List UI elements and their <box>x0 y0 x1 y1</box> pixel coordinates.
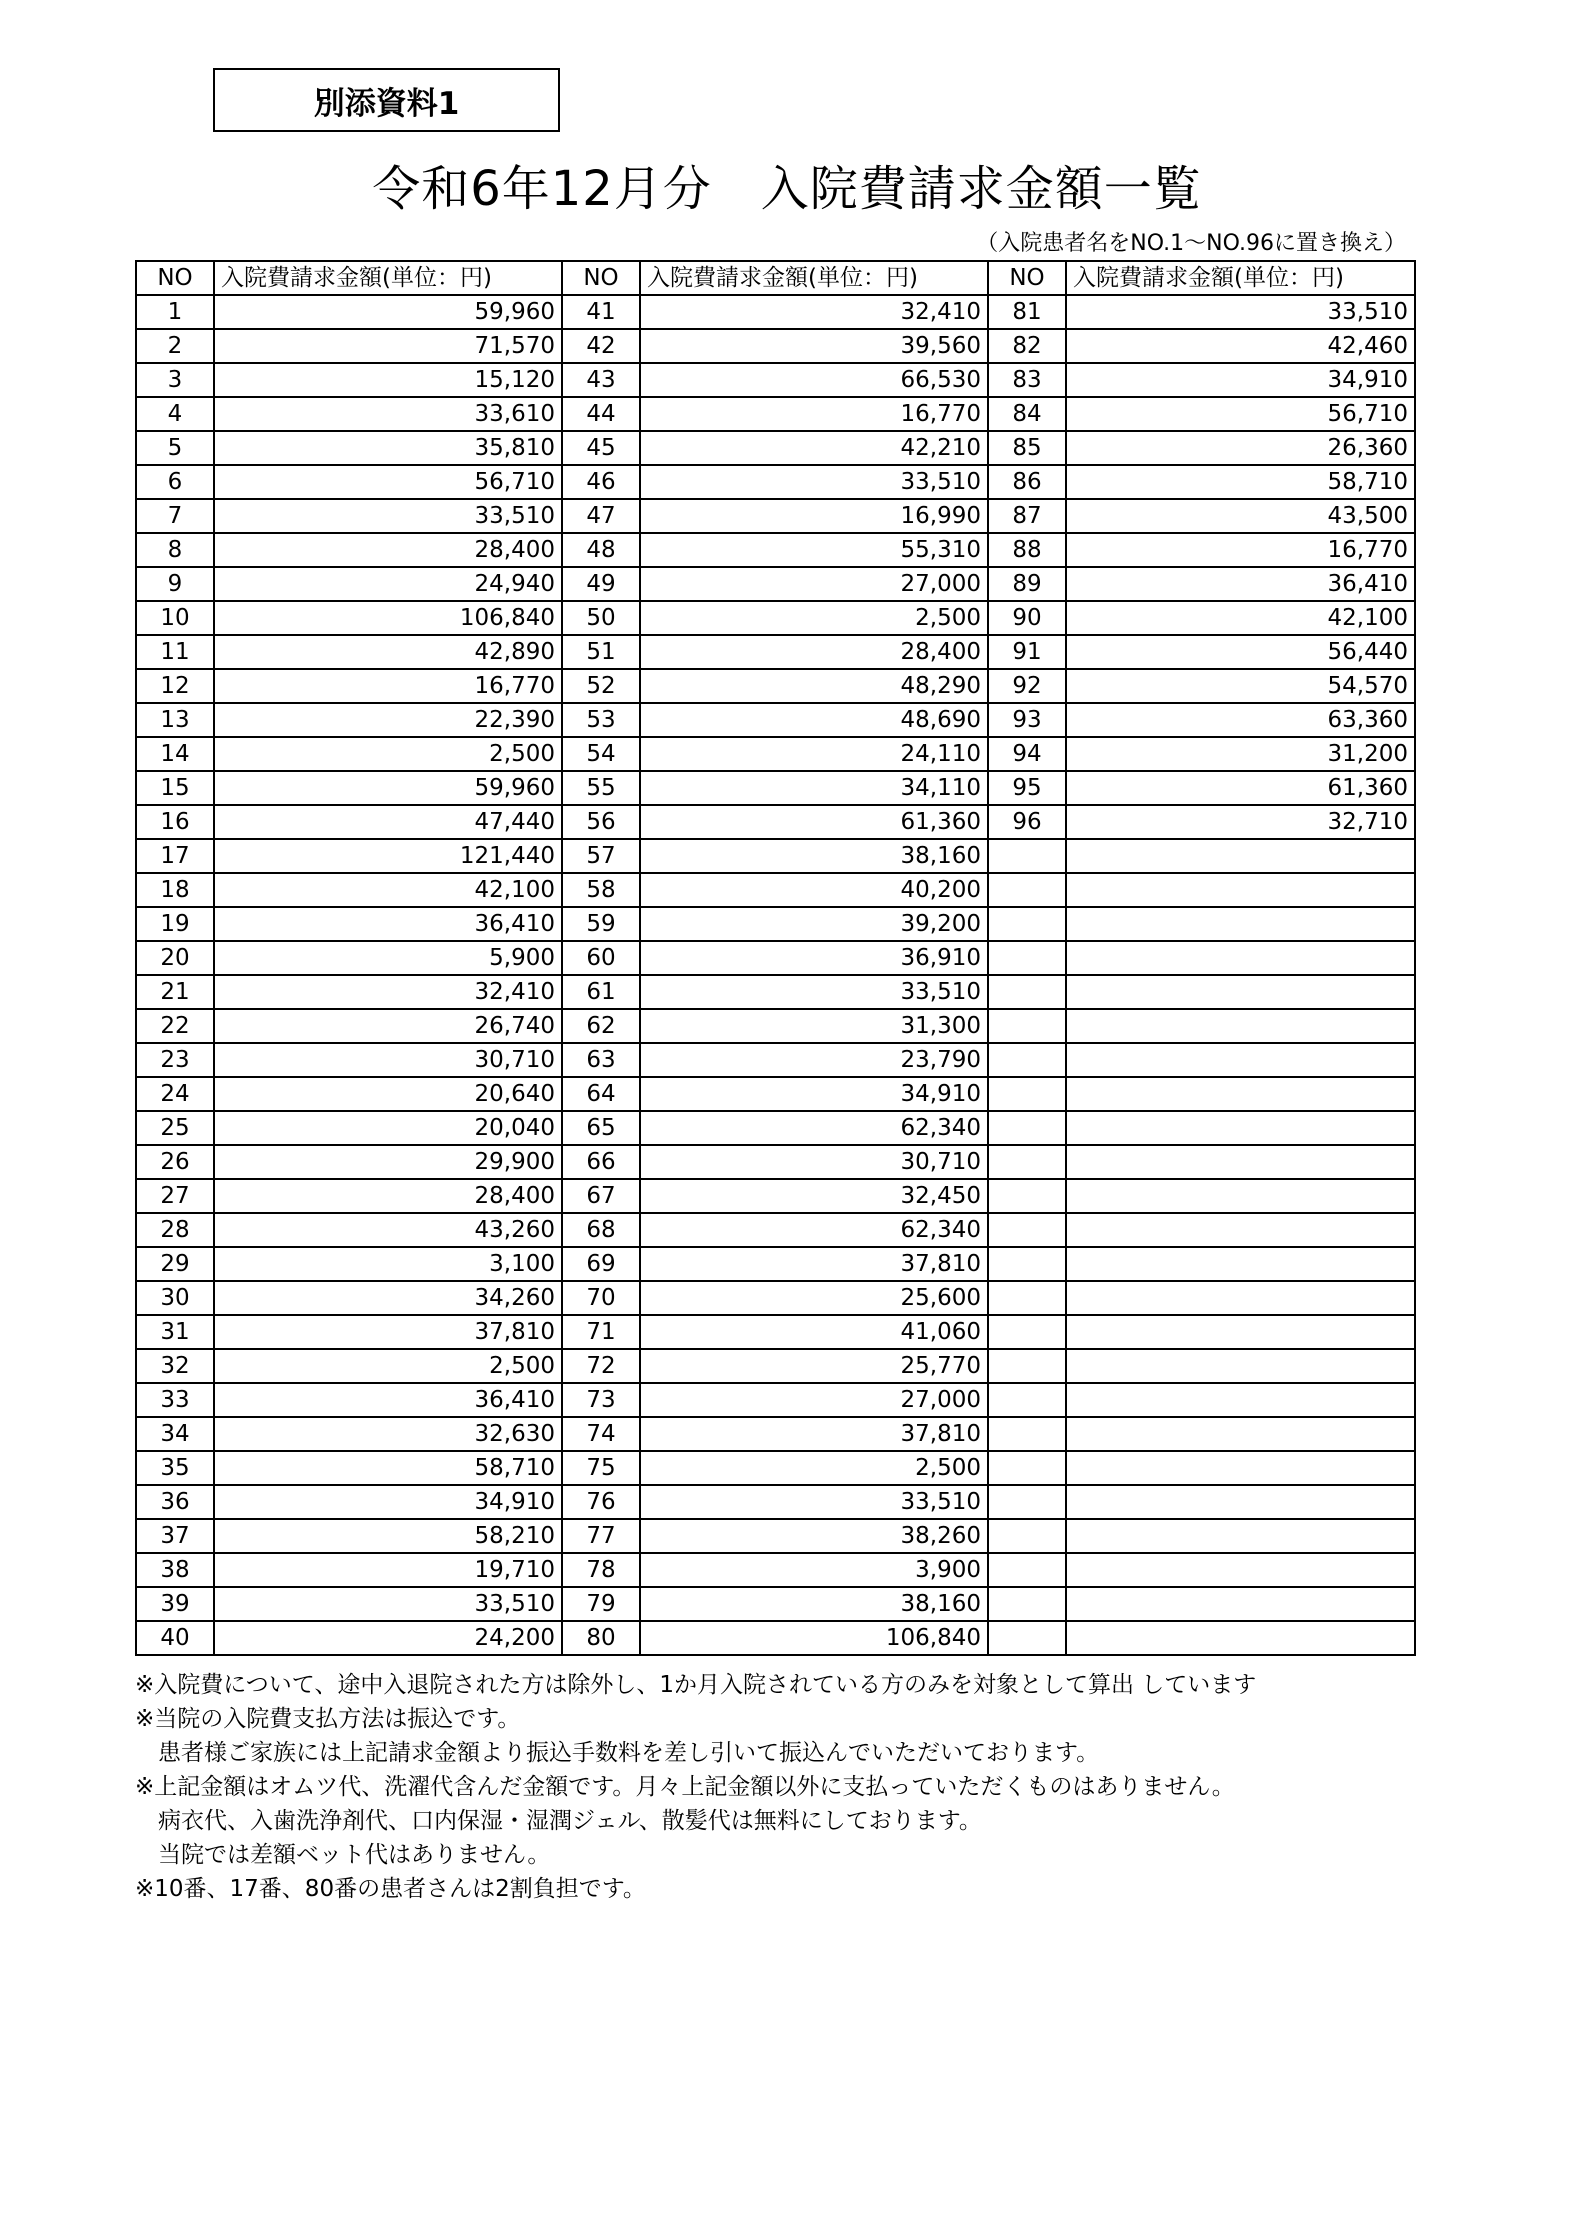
patient-no: 54 <box>562 737 640 771</box>
billing-amount <box>1066 1417 1415 1451</box>
table-row <box>136 567 1415 601</box>
table-row <box>136 1179 1415 1213</box>
billing-amount: 31,200 <box>1066 737 1415 771</box>
patient-no: 90 <box>988 601 1066 635</box>
table-row <box>136 635 1415 669</box>
table-row <box>136 669 1415 703</box>
patient-no: 55 <box>562 771 640 805</box>
patient-no: 56 <box>562 805 640 839</box>
billing-amount: 56,710 <box>214 465 562 499</box>
billing-amount: 36,410 <box>1066 567 1415 601</box>
table-row <box>136 431 1415 465</box>
billing-amount: 106,840 <box>640 1621 988 1655</box>
patient-no: 94 <box>988 737 1066 771</box>
billing-amount: 66,530 <box>640 363 988 397</box>
billing-table <box>135 260 1416 1656</box>
patient-no: 35 <box>136 1451 214 1485</box>
billing-amount: 33,510 <box>1066 295 1415 329</box>
billing-amount <box>1066 1451 1415 1485</box>
billing-amount: 20,040 <box>214 1111 562 1145</box>
billing-amount: 33,510 <box>640 1485 988 1519</box>
patient-no <box>988 1213 1066 1247</box>
billing-amount <box>1066 1077 1415 1111</box>
billing-amount: 34,260 <box>214 1281 562 1315</box>
billing-amount: 28,400 <box>214 533 562 567</box>
billing-amount <box>1066 1009 1415 1043</box>
billing-amount: 58,710 <box>1066 465 1415 499</box>
billing-amount: 2,500 <box>640 1451 988 1485</box>
billing-amount: 5,900 <box>214 941 562 975</box>
patient-no: 48 <box>562 533 640 567</box>
billing-amount: 27,000 <box>640 567 988 601</box>
billing-amount: 34,910 <box>640 1077 988 1111</box>
patient-no <box>988 1077 1066 1111</box>
patient-no <box>988 1315 1066 1349</box>
patient-no: 27 <box>136 1179 214 1213</box>
billing-amount: 38,160 <box>640 1587 988 1621</box>
table-row <box>136 873 1415 907</box>
billing-amount: 25,600 <box>640 1281 988 1315</box>
table-row <box>136 1247 1415 1281</box>
billing-amount: 71,570 <box>214 329 562 363</box>
header-no: NO <box>136 261 214 295</box>
patient-no: 65 <box>562 1111 640 1145</box>
patient-no: 93 <box>988 703 1066 737</box>
table-row <box>136 397 1415 431</box>
patient-no: 30 <box>136 1281 214 1315</box>
billing-amount <box>1066 1281 1415 1315</box>
patient-no: 9 <box>136 567 214 601</box>
footnote: ※上記金額はオムツ代、洗濯代含んだ金額です。月々上記金額以外に支払っていただくものはありません。 <box>135 1774 1235 1800</box>
billing-amount: 58,210 <box>214 1519 562 1553</box>
billing-amount: 34,910 <box>1066 363 1415 397</box>
patient-no: 49 <box>562 567 640 601</box>
patient-no: 79 <box>562 1587 640 1621</box>
patient-no: 37 <box>136 1519 214 1553</box>
footnote: 病衣代、入歯洗浄剤代、口内保湿・湿潤ジェル、散髪代は無料にしております。 <box>135 1808 982 1834</box>
table-row <box>136 975 1415 1009</box>
patient-no: 59 <box>562 907 640 941</box>
billing-amount: 37,810 <box>214 1315 562 1349</box>
patient-no: 73 <box>562 1383 640 1417</box>
billing-amount: 33,510 <box>640 465 988 499</box>
billing-amount: 34,110 <box>640 771 988 805</box>
billing-amount: 41,060 <box>640 1315 988 1349</box>
header-no: NO <box>988 261 1066 295</box>
patient-no: 40 <box>136 1621 214 1655</box>
patient-no: 89 <box>988 567 1066 601</box>
table-row <box>136 499 1415 533</box>
table-row <box>136 737 1415 771</box>
table-row <box>136 907 1415 941</box>
patient-no: 81 <box>988 295 1066 329</box>
billing-amount: 42,100 <box>1066 601 1415 635</box>
billing-amount: 24,940 <box>214 567 562 601</box>
footnote: ※10番、17番、80番の患者さんは2割負担です。 <box>135 1876 646 1902</box>
patient-no: 76 <box>562 1485 640 1519</box>
billing-amount: 16,770 <box>214 669 562 703</box>
footnote: 患者様ご家族には上記請求金額より振込手数料を差し引いて振込んでいただいております。 <box>135 1740 1100 1766</box>
billing-amount <box>1066 1179 1415 1213</box>
table-row <box>136 1315 1415 1349</box>
billing-amount <box>1066 1621 1415 1655</box>
billing-amount <box>1066 975 1415 1009</box>
billing-amount: 28,400 <box>640 635 988 669</box>
billing-amount: 42,100 <box>214 873 562 907</box>
patient-no: 62 <box>562 1009 640 1043</box>
footnote: ※当院の入院費支払方法は振込です。 <box>135 1706 521 1732</box>
billing-amount: 33,610 <box>214 397 562 431</box>
table-row <box>136 1077 1415 1111</box>
patient-no: 84 <box>988 397 1066 431</box>
billing-amount: 36,410 <box>214 907 562 941</box>
patient-no: 18 <box>136 873 214 907</box>
footnote: 当院では差額ベット代はありません。 <box>135 1842 551 1868</box>
billing-amount: 23,790 <box>640 1043 988 1077</box>
patient-no: 8 <box>136 533 214 567</box>
patient-no: 39 <box>136 1587 214 1621</box>
patient-no: 83 <box>988 363 1066 397</box>
patient-no: 26 <box>136 1145 214 1179</box>
billing-amount: 16,990 <box>640 499 988 533</box>
patient-no: 45 <box>562 431 640 465</box>
billing-amount <box>1066 1111 1415 1145</box>
patient-no: 53 <box>562 703 640 737</box>
billing-amount <box>1066 873 1415 907</box>
billing-amount: 62,340 <box>640 1213 988 1247</box>
billing-amount: 106,840 <box>214 601 562 635</box>
billing-amount: 27,000 <box>640 1383 988 1417</box>
table-row <box>136 941 1415 975</box>
patient-no: 5 <box>136 431 214 465</box>
table-row <box>136 363 1415 397</box>
table-row <box>136 1111 1415 1145</box>
billing-amount: 59,960 <box>214 295 562 329</box>
patient-no: 95 <box>988 771 1066 805</box>
billing-amount: 3,900 <box>640 1553 988 1587</box>
patient-no: 44 <box>562 397 640 431</box>
billing-amount: 30,710 <box>640 1145 988 1179</box>
patient-no: 92 <box>988 669 1066 703</box>
patient-no: 51 <box>562 635 640 669</box>
billing-amount <box>1066 1553 1415 1587</box>
billing-amount <box>1066 1485 1415 1519</box>
patient-no: 10 <box>136 601 214 635</box>
table-row <box>136 329 1415 363</box>
patient-no: 80 <box>562 1621 640 1655</box>
patient-no: 82 <box>988 329 1066 363</box>
billing-amount <box>1066 1315 1415 1349</box>
billing-amount: 48,290 <box>640 669 988 703</box>
billing-amount: 16,770 <box>1066 533 1415 567</box>
patient-no: 17 <box>136 839 214 873</box>
patient-no: 61 <box>562 975 640 1009</box>
attachment-label: 別添資料1 <box>213 68 560 132</box>
billing-amount: 35,810 <box>214 431 562 465</box>
table-row <box>136 1281 1415 1315</box>
header-amount: 入院費請求金額(単位：円) <box>640 261 988 295</box>
billing-amount: 33,510 <box>214 499 562 533</box>
anonymization-note: （入院患者名をNO.1～NO.96に置き換え） <box>976 231 1406 256</box>
patient-no <box>988 1043 1066 1077</box>
patient-no: 74 <box>562 1417 640 1451</box>
table-row <box>136 1587 1415 1621</box>
patient-no: 32 <box>136 1349 214 1383</box>
billing-amount: 42,210 <box>640 431 988 465</box>
patient-no: 38 <box>136 1553 214 1587</box>
patient-no: 1 <box>136 295 214 329</box>
table-row <box>136 465 1415 499</box>
table-row <box>136 1009 1415 1043</box>
table-row <box>136 533 1415 567</box>
table-row <box>136 771 1415 805</box>
patient-no: 16 <box>136 805 214 839</box>
billing-amount: 43,260 <box>214 1213 562 1247</box>
billing-amount: 25,770 <box>640 1349 988 1383</box>
patient-no: 71 <box>562 1315 640 1349</box>
patient-no: 3 <box>136 363 214 397</box>
patient-no <box>988 975 1066 1009</box>
table-row <box>136 1383 1415 1417</box>
billing-amount: 20,640 <box>214 1077 562 1111</box>
patient-no <box>988 1553 1066 1587</box>
patient-no: 67 <box>562 1179 640 1213</box>
patient-no: 23 <box>136 1043 214 1077</box>
billing-amount: 2,500 <box>214 737 562 771</box>
billing-amount: 59,960 <box>214 771 562 805</box>
billing-amount: 56,710 <box>1066 397 1415 431</box>
table-row <box>136 1485 1415 1519</box>
patient-no <box>988 1417 1066 1451</box>
billing-amount: 37,810 <box>640 1417 988 1451</box>
patient-no: 46 <box>562 465 640 499</box>
patient-no <box>988 1383 1066 1417</box>
footnote: ※入院費について、途中入退院された方は除外し、1か月入院されている方のみを対象として算出 しています <box>135 1672 1257 1698</box>
billing-amount <box>1066 1247 1415 1281</box>
billing-amount: 40,200 <box>640 873 988 907</box>
patient-no: 42 <box>562 329 640 363</box>
billing-amount: 48,690 <box>640 703 988 737</box>
table-row <box>136 1451 1415 1485</box>
billing-amount <box>1066 1349 1415 1383</box>
patient-no: 4 <box>136 397 214 431</box>
patient-no: 31 <box>136 1315 214 1349</box>
patient-no: 24 <box>136 1077 214 1111</box>
patient-no: 7 <box>136 499 214 533</box>
billing-amount: 32,410 <box>640 295 988 329</box>
billing-amount: 32,410 <box>214 975 562 1009</box>
billing-amount: 56,440 <box>1066 635 1415 669</box>
patient-no: 47 <box>562 499 640 533</box>
billing-amount: 33,510 <box>640 975 988 1009</box>
billing-amount: 34,910 <box>214 1485 562 1519</box>
billing-amount: 63,360 <box>1066 703 1415 737</box>
billing-amount: 39,560 <box>640 329 988 363</box>
patient-no <box>988 1587 1066 1621</box>
patient-no: 70 <box>562 1281 640 1315</box>
patient-no <box>988 1519 1066 1553</box>
billing-amount: 30,710 <box>214 1043 562 1077</box>
page-title: 令和6年12月分 入院費請求金額一覧 <box>372 161 1202 217</box>
billing-amount: 36,410 <box>214 1383 562 1417</box>
patient-no <box>988 1111 1066 1145</box>
billing-amount: 2,500 <box>214 1349 562 1383</box>
billing-amount: 32,450 <box>640 1179 988 1213</box>
patient-no: 33 <box>136 1383 214 1417</box>
patient-no <box>988 1247 1066 1281</box>
billing-amount: 33,510 <box>214 1587 562 1621</box>
patient-no: 77 <box>562 1519 640 1553</box>
billing-amount: 54,570 <box>1066 669 1415 703</box>
billing-amount <box>1066 1383 1415 1417</box>
table-row <box>136 1621 1415 1655</box>
patient-no: 29 <box>136 1247 214 1281</box>
patient-no: 20 <box>136 941 214 975</box>
patient-no: 50 <box>562 601 640 635</box>
patient-no: 69 <box>562 1247 640 1281</box>
table-row <box>136 805 1415 839</box>
patient-no: 75 <box>562 1451 640 1485</box>
billing-amount: 24,200 <box>214 1621 562 1655</box>
patient-no: 57 <box>562 839 640 873</box>
billing-amount <box>1066 907 1415 941</box>
patient-no: 13 <box>136 703 214 737</box>
patient-no: 96 <box>988 805 1066 839</box>
patient-no: 52 <box>562 669 640 703</box>
patient-no <box>988 873 1066 907</box>
billing-amount <box>1066 1145 1415 1179</box>
billing-amount: 36,910 <box>640 941 988 975</box>
patient-no <box>988 907 1066 941</box>
table-row <box>136 839 1415 873</box>
billing-amount: 38,260 <box>640 1519 988 1553</box>
billing-amount: 39,200 <box>640 907 988 941</box>
patient-no: 72 <box>562 1349 640 1383</box>
billing-amount: 47,440 <box>214 805 562 839</box>
table-row <box>136 1417 1415 1451</box>
table-row <box>136 1213 1415 1247</box>
billing-amount: 61,360 <box>640 805 988 839</box>
billing-amount: 28,400 <box>214 1179 562 1213</box>
table-row <box>136 1349 1415 1383</box>
table-row <box>136 601 1415 635</box>
patient-no: 41 <box>562 295 640 329</box>
patient-no: 63 <box>562 1043 640 1077</box>
billing-amount: 38,160 <box>640 839 988 873</box>
patient-no <box>988 1451 1066 1485</box>
billing-amount: 62,340 <box>640 1111 988 1145</box>
patient-no: 86 <box>988 465 1066 499</box>
billing-amount: 26,360 <box>1066 431 1415 465</box>
patient-no: 15 <box>136 771 214 805</box>
table-header-row <box>136 261 1415 295</box>
patient-no <box>988 1179 1066 1213</box>
billing-amount <box>1066 839 1415 873</box>
billing-amount: 42,460 <box>1066 329 1415 363</box>
patient-no: 12 <box>136 669 214 703</box>
billing-amount: 3,100 <box>214 1247 562 1281</box>
patient-no: 64 <box>562 1077 640 1111</box>
patient-no: 87 <box>988 499 1066 533</box>
billing-amount: 42,890 <box>214 635 562 669</box>
billing-amount: 16,770 <box>640 397 988 431</box>
table-row <box>136 295 1415 329</box>
billing-amount: 37,810 <box>640 1247 988 1281</box>
patient-no: 66 <box>562 1145 640 1179</box>
billing-amount <box>1066 941 1415 975</box>
patient-no: 43 <box>562 363 640 397</box>
billing-amount <box>1066 1587 1415 1621</box>
patient-no <box>988 1485 1066 1519</box>
patient-no <box>988 1281 1066 1315</box>
patient-no <box>988 1009 1066 1043</box>
patient-no: 78 <box>562 1553 640 1587</box>
table-row <box>136 1519 1415 1553</box>
billing-amount: 61,360 <box>1066 771 1415 805</box>
billing-amount: 43,500 <box>1066 499 1415 533</box>
billing-amount: 32,630 <box>214 1417 562 1451</box>
patient-no <box>988 941 1066 975</box>
patient-no: 19 <box>136 907 214 941</box>
patient-no: 2 <box>136 329 214 363</box>
patient-no: 11 <box>136 635 214 669</box>
billing-amount: 22,390 <box>214 703 562 737</box>
billing-amount: 24,110 <box>640 737 988 771</box>
billing-amount <box>1066 1213 1415 1247</box>
billing-amount: 19,710 <box>214 1553 562 1587</box>
patient-no: 34 <box>136 1417 214 1451</box>
billing-amount: 15,120 <box>214 363 562 397</box>
patient-no <box>988 1349 1066 1383</box>
patient-no: 21 <box>136 975 214 1009</box>
billing-amount: 32,710 <box>1066 805 1415 839</box>
patient-no: 14 <box>136 737 214 771</box>
patient-no <box>988 839 1066 873</box>
patient-no: 58 <box>562 873 640 907</box>
table-row <box>136 1553 1415 1587</box>
patient-no <box>988 1621 1066 1655</box>
billing-amount: 55,310 <box>640 533 988 567</box>
billing-amount: 26,740 <box>214 1009 562 1043</box>
header-amount: 入院費請求金額(単位：円) <box>1066 261 1415 295</box>
table-row <box>136 1043 1415 1077</box>
patient-no <box>988 1145 1066 1179</box>
patient-no: 28 <box>136 1213 214 1247</box>
table-row <box>136 703 1415 737</box>
patient-no: 22 <box>136 1009 214 1043</box>
patient-no: 36 <box>136 1485 214 1519</box>
billing-amount: 121,440 <box>214 839 562 873</box>
billing-amount <box>1066 1043 1415 1077</box>
header-amount: 入院費請求金額(単位：円) <box>214 261 562 295</box>
billing-amount: 58,710 <box>214 1451 562 1485</box>
patient-no: 88 <box>988 533 1066 567</box>
billing-amount: 31,300 <box>640 1009 988 1043</box>
header-no: NO <box>562 261 640 295</box>
billing-amount: 2,500 <box>640 601 988 635</box>
patient-no: 6 <box>136 465 214 499</box>
billing-amount: 29,900 <box>214 1145 562 1179</box>
patient-no: 60 <box>562 941 640 975</box>
patient-no: 85 <box>988 431 1066 465</box>
patient-no: 25 <box>136 1111 214 1145</box>
footnotes <box>135 1668 1256 1906</box>
table-row <box>136 1145 1415 1179</box>
patient-no: 91 <box>988 635 1066 669</box>
patient-no: 68 <box>562 1213 640 1247</box>
billing-amount <box>1066 1519 1415 1553</box>
